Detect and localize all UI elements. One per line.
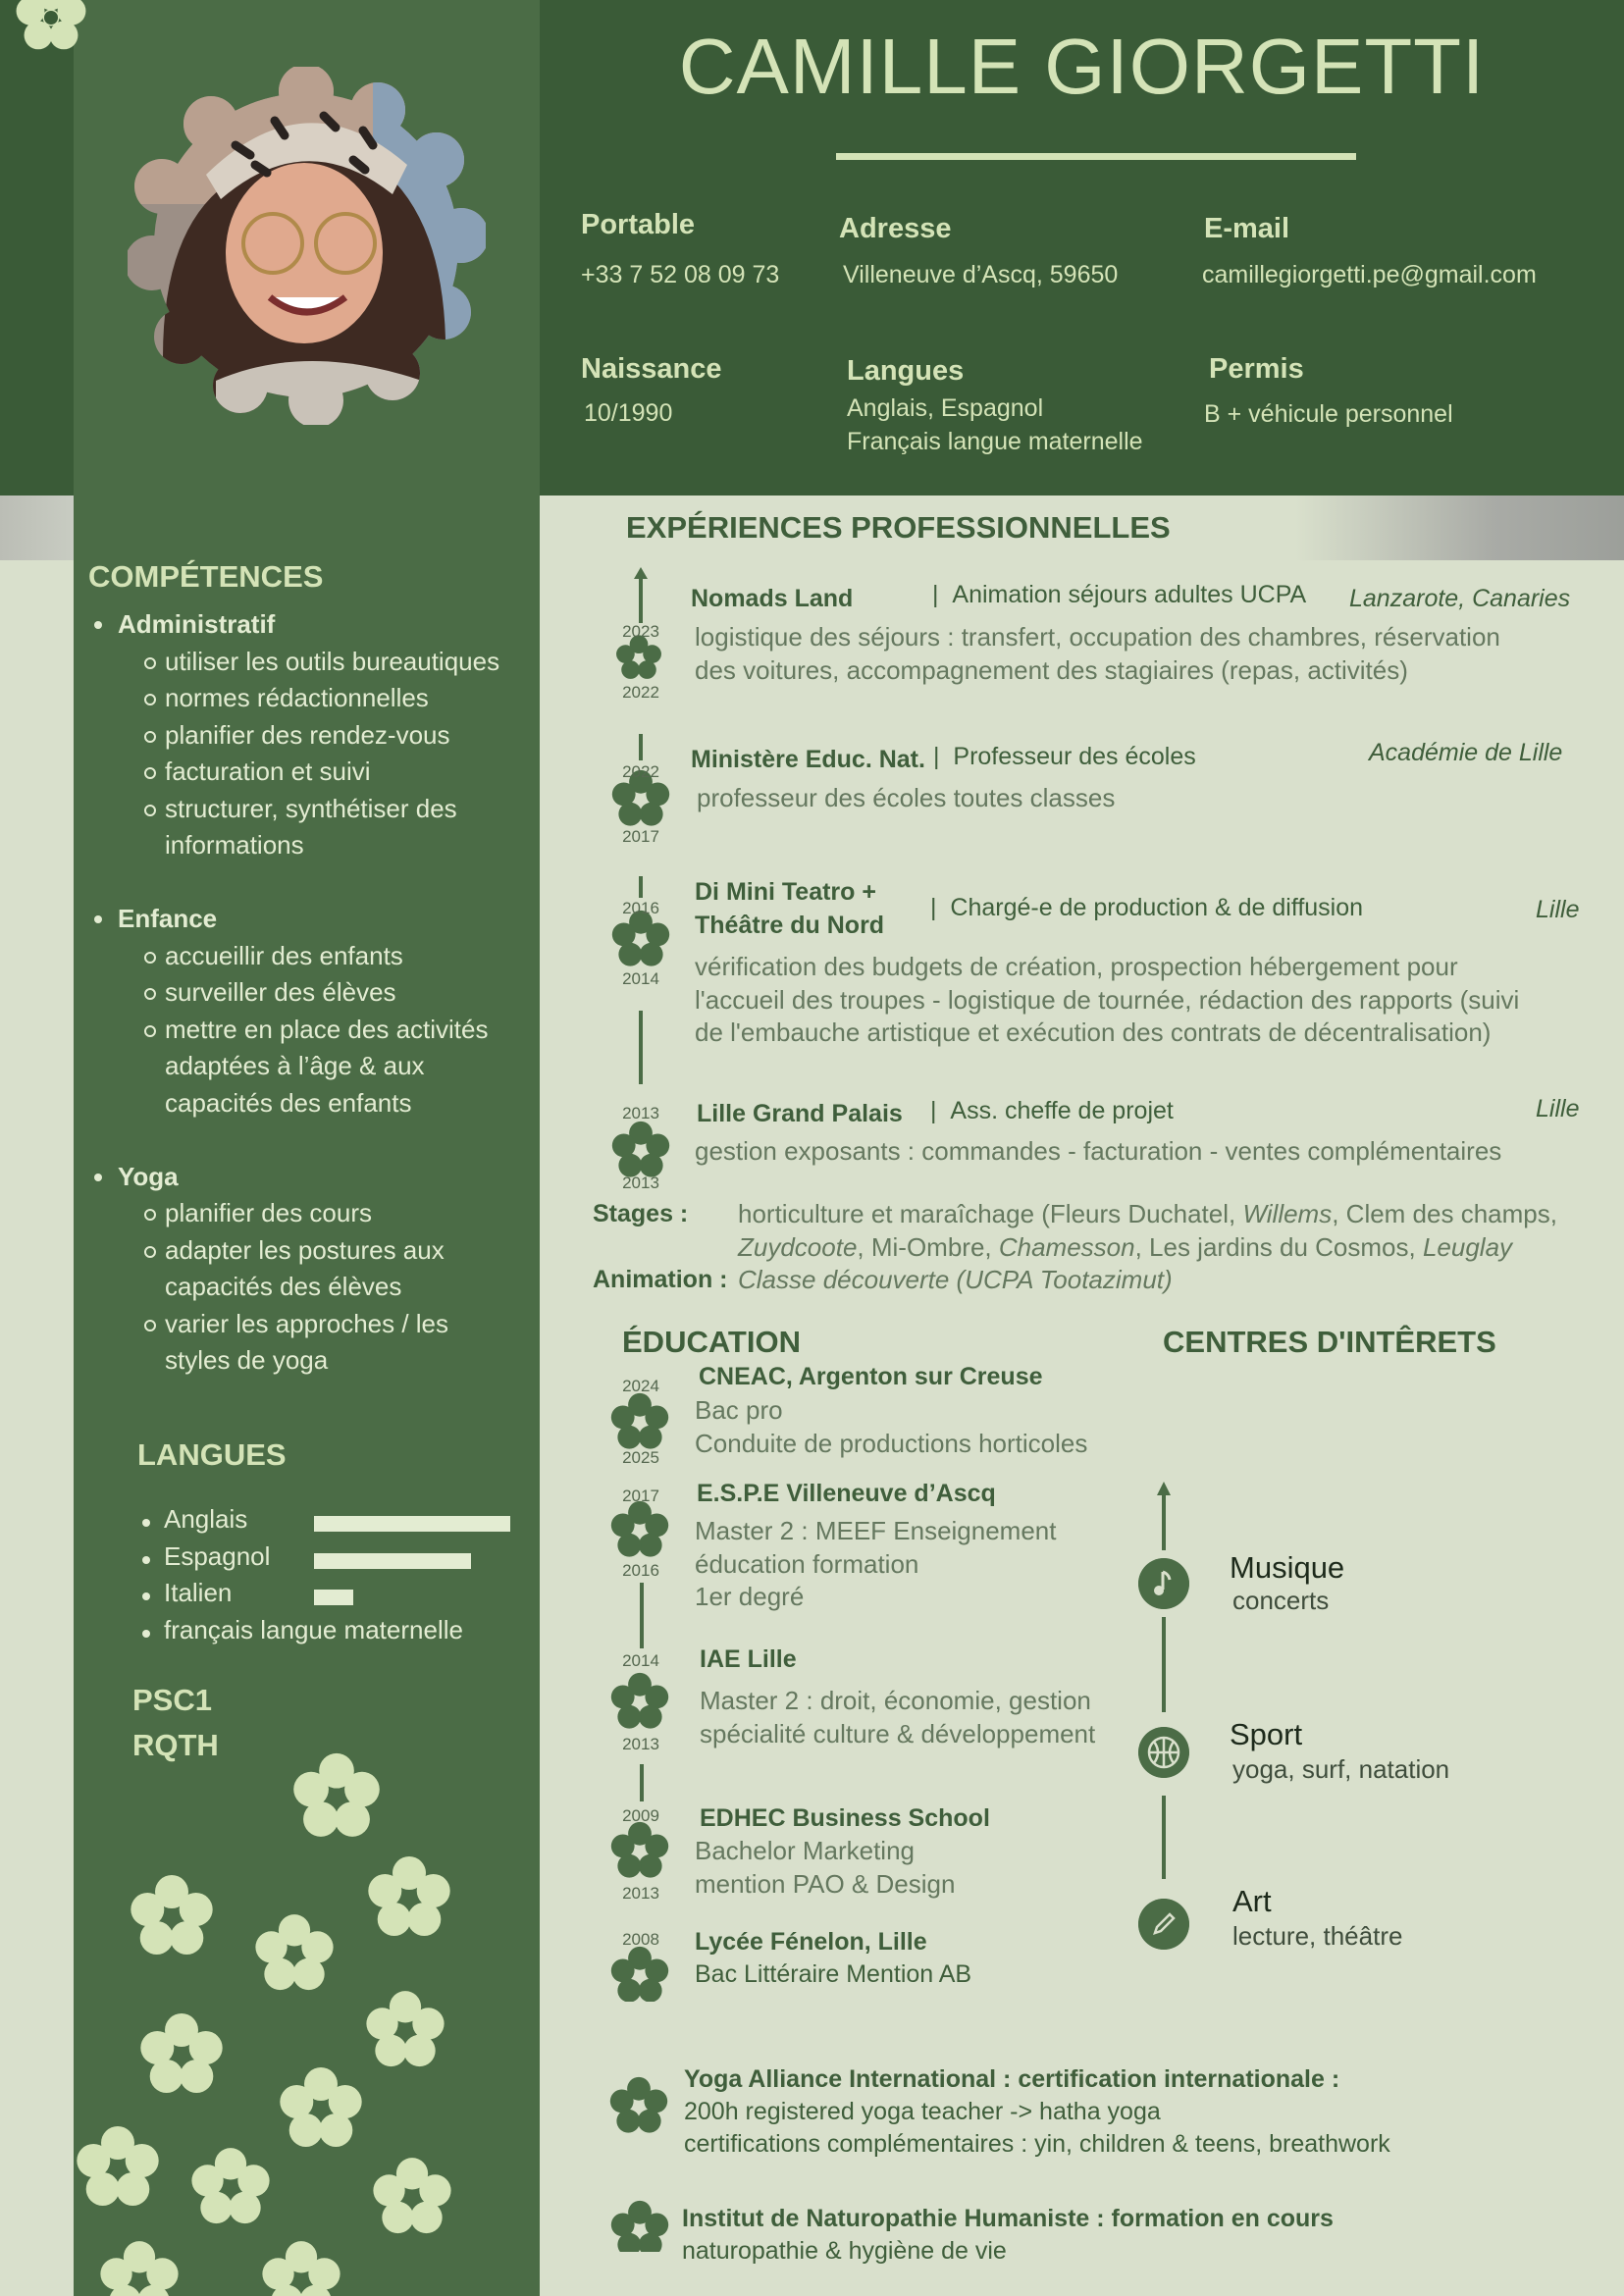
- skill-item: planifier des rendez-vous: [88, 717, 540, 755]
- exp-org: Nomads Land: [691, 585, 854, 612]
- edu-details: Bachelor Marketing mention PAO & Design: [695, 1836, 956, 1899]
- language-item-italian: Italien: [131, 1578, 544, 1615]
- exp-place: Lille: [1536, 1095, 1580, 1122]
- interest-title-music: Musique: [1230, 1550, 1345, 1585]
- exp-role: | Ass. cheffe de projet: [930, 1097, 1174, 1124]
- name-underline: [836, 153, 1356, 160]
- edu-year-bottom: 2013: [622, 1735, 659, 1753]
- education-title: ÉDUCATION: [622, 1325, 801, 1359]
- languages-list: [131, 1504, 544, 1651]
- contact-label-license: Permis: [1209, 353, 1304, 385]
- contact-label-email: E-mail: [1204, 213, 1290, 244]
- exp-desc: vérification des budgets de création, prospection hébergement pour l'accueil des troupes - logistique de tournée, rédaction des rapports (suivi de l'embauche artistique et exécution des contrats de décentralisation): [695, 952, 1520, 1047]
- contact-value-license: B + véhicule personnel: [1204, 400, 1453, 428]
- contact-value-birth: 10/1990: [584, 399, 673, 427]
- exp-place: Lille: [1536, 896, 1580, 923]
- edu-school: EDHEC Business School: [700, 1804, 990, 1832]
- experience-title: EXPÉRIENCES PROFESSIONNELLES: [626, 510, 1171, 545]
- interest-sub-music: concerts: [1232, 1586, 1330, 1615]
- exp-year-bottom: 2013: [622, 1174, 659, 1192]
- language-level-bar: [314, 1553, 471, 1569]
- exp-desc: gestion exposants : commandes - facturation - ventes complémentaires: [695, 1136, 1502, 1166]
- exp-year-top: 2023: [622, 622, 659, 641]
- exp-role: | Animation séjours adultes UCPA: [932, 581, 1307, 608]
- skill-category: Enfance: [88, 901, 540, 938]
- skill-item-continued: capacités des enfants: [165, 1087, 412, 1118]
- stages-label: Stages :: [593, 1200, 689, 1227]
- skill-item-continued: capacités des élèves: [165, 1272, 402, 1301]
- candidate-name: CAMILLE GIORGETTI: [678, 23, 1486, 110]
- header-left-strip: [0, 0, 74, 496]
- interest-title-art: Art: [1232, 1884, 1272, 1918]
- skill-item: planifier des cours: [88, 1195, 540, 1232]
- edu-school: IAE Lille: [700, 1645, 797, 1673]
- cert-flower-icons: [603, 2075, 677, 2252]
- skill-item-continued: adaptées à l’âge & aux: [165, 1051, 425, 1080]
- skills-title: COMPÉTENCES: [88, 559, 324, 594]
- edu-details: Bac Littéraire Mention AB: [695, 1960, 972, 1988]
- edu-year-bottom: 2016: [622, 1561, 659, 1580]
- edu-school: E.S.P.E Villeneuve d’Ascq: [697, 1480, 996, 1507]
- flowers-decoration-icon: [74, 1727, 540, 2296]
- exp-role: | Chargé-e de production & de diffusion: [930, 894, 1364, 921]
- exp-year-top: 2022: [622, 762, 659, 781]
- stages-text: horticulture et maraîchage (Fleurs Duchatel, Willems, Clem des champs, Zuydcoote, Mi-Ombre, Chamesson, Les jardins du Cosmos, Leuglay Classe découverte (UCPA Tootazimut): [738, 1199, 1557, 1294]
- exp-year-bottom: 2014: [622, 969, 659, 988]
- certification-naturopathy: Institut de Naturopathie Humaniste : formation en cours naturopathie & hygiène de vie: [682, 2205, 1334, 2265]
- music-note-icon: [1138, 1558, 1189, 1609]
- skill-category: Yoga: [88, 1159, 540, 1196]
- decor-band-right: [1295, 496, 1624, 560]
- exp-year-top: 2013: [622, 1104, 659, 1122]
- skill-item: surveiller des élèves: [88, 974, 540, 1012]
- contact-value-email[interactable]: camillegiorgetti.pe@gmail.com: [1202, 261, 1537, 288]
- pencil-icon: [1138, 1899, 1189, 1950]
- contact-value-languages-2: Français langue maternelle: [847, 428, 1143, 455]
- edu-year-top: 2014: [622, 1651, 659, 1670]
- exp-desc: logistique des séjours : transfert, occupation des chambres, réservation des voitures, accompagnement des stagiaires (repas, activités): [695, 622, 1500, 685]
- animation-label: Animation :: [593, 1266, 728, 1293]
- edu-details: Master 2 : droit, économie, gestion spécialité culture & développement: [700, 1686, 1096, 1748]
- extra-psc1: PSC1: [132, 1683, 212, 1717]
- edu-year-top: 2008: [622, 1930, 659, 1949]
- edu-details: Bac pro Conduite de productions horticoles: [695, 1395, 1088, 1458]
- exp-org: Ministère Educ. Nat.: [691, 746, 925, 773]
- corner-flower-icon: [0, 0, 108, 64]
- exp-year-bottom: 2022: [622, 683, 659, 702]
- interest-sub-sport: yoga, surf, natation: [1232, 1754, 1450, 1784]
- experience-timeline-icons: [608, 549, 677, 1197]
- edu-year-bottom: 2013: [622, 1884, 659, 1903]
- edu-school: CNEAC, Argenton sur Creuse: [699, 1363, 1043, 1390]
- language-item-french: français langue maternelle: [131, 1615, 544, 1652]
- language-item-spanish: Espagnol: [131, 1541, 544, 1579]
- interests-timeline: [1133, 1472, 1212, 1962]
- skill-item: mettre en place des activités: [88, 1012, 540, 1049]
- skills-list: [88, 606, 540, 1380]
- skill-category: Administratif: [88, 606, 540, 644]
- contact-label-birth: Naissance: [581, 353, 722, 385]
- edu-year-top: 2009: [622, 1806, 659, 1825]
- profile-photo: [128, 67, 486, 425]
- language-level-bar: [314, 1516, 510, 1532]
- decor-band-left: [0, 496, 74, 560]
- skill-item: accueillir des enfants: [88, 938, 540, 975]
- extra-rqth: RQTH: [132, 1728, 219, 1762]
- exp-place: Lanzarote, Canaries: [1349, 585, 1571, 612]
- certification-yoga: Yoga Alliance International : certification internationale : 200h registered yoga teacher -> hatha yoga certifications complémentaires : yin, children & teens, breathwork: [684, 2065, 1390, 2158]
- exp-place: Académie de Lille: [1369, 739, 1563, 766]
- skill-item: facturation et suivi: [88, 754, 540, 791]
- contact-value-address: Villeneuve d’Ascq, 59650: [843, 261, 1119, 288]
- skill-item: adapter les postures aux: [88, 1232, 540, 1270]
- edu-year-top: 2024: [622, 1377, 659, 1395]
- exp-year-top: 2016: [622, 899, 659, 917]
- contact-label-address: Adresse: [839, 213, 952, 244]
- skill-item-continued: styles de yoga: [165, 1345, 329, 1375]
- edu-year-top: 2017: [622, 1487, 659, 1505]
- basketball-icon: [1138, 1727, 1189, 1778]
- skill-item-continued: informations: [165, 830, 304, 860]
- skill-item: varier les approches / les: [88, 1306, 540, 1343]
- interest-title-sport: Sport: [1230, 1717, 1303, 1751]
- edu-details: Master 2 : MEEF Enseignement éducation formation 1er degré: [695, 1516, 1057, 1611]
- edu-school: Lycée Fénelon, Lille: [695, 1928, 927, 1956]
- exp-desc: professeur des écoles toutes classes: [697, 783, 1116, 812]
- contact-label-phone: Portable: [581, 209, 696, 240]
- exp-org: Di Mini Teatro + Théâtre du Nord: [695, 878, 885, 939]
- contact-value-languages: Anglais, Espagnol: [847, 394, 1044, 422]
- language-item-english: Anglais: [131, 1504, 544, 1541]
- exp-year-bottom: 2017: [622, 827, 659, 846]
- contact-label-languages: Langues: [847, 355, 965, 387]
- exp-org: Lille Grand Palais: [697, 1100, 903, 1127]
- skill-item: structurer, synthétiser des: [88, 791, 540, 828]
- edu-year-bottom: 2025: [622, 1448, 659, 1467]
- skill-item: normes rédactionnelles: [88, 680, 540, 717]
- interest-sub-art: lecture, théâtre: [1232, 1921, 1403, 1951]
- interests-title: CENTRES D'INTÊRETS: [1163, 1325, 1496, 1359]
- education-timeline-icons: [603, 1374, 677, 2002]
- exp-role: | Professeur des écoles: [933, 743, 1196, 770]
- language-level-bar: [314, 1590, 353, 1605]
- contact-value-phone: +33 7 52 08 09 73: [581, 261, 780, 288]
- skill-item: utiliser les outils bureautiques: [88, 644, 540, 681]
- languages-title: LANGUES: [137, 1437, 287, 1472]
